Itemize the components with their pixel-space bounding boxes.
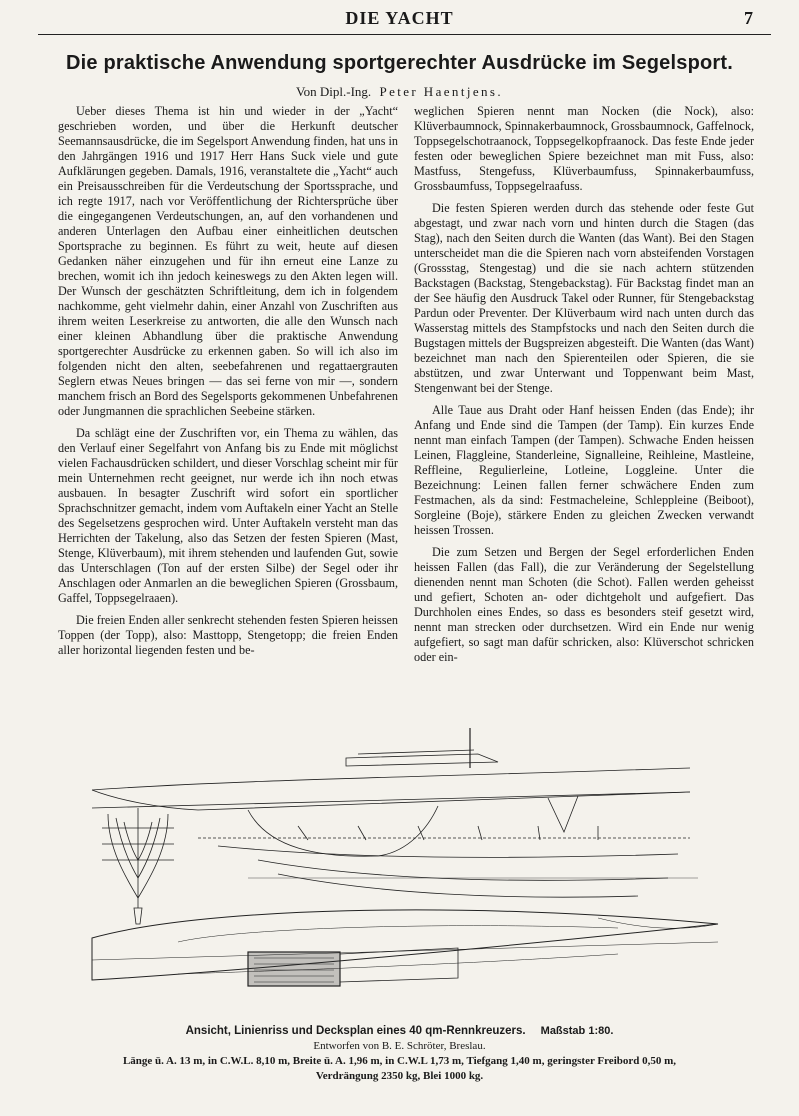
paragraph: Die festen Spieren werden durch das stehende oder feste Gut abgestagt, und zwar nach vorn und hinten durch die Stagen (das Stag), nach den Seiten durch die Wanten (das Want). Bei den Stagen unterscheidet man die die Spieren nach vorn absteifenden Vorstagen (Grossstag, Stengestag) und die sie nach achtern stützenden Backstagen (Backstag, Stengebackstag). Für Backstag findet man an der See häufig den Ausdruck Takel oder Runner, für Stengebackstag Pardun oder Preventer. Der Klüverbaum wird nach unten durch das Wasserstag mittels des Stampfstocks und nach den Seiten durch die Bugstagen mittels der Bugspreizen abgesteift. Die Wanten (das Want) bezeichnet man nach den Spierenteilen oder Spieren, die sie abstützen, und zwar Unterwant und Toppenwant beim Mast, Stengenwant bei der Stenge. xyxy=(414,201,754,395)
caption-title: Ansicht, Linienriss und Decksplan eines 40 qm-Rennkreuzers. xyxy=(185,1025,526,1037)
running-head xyxy=(0,8,799,32)
paragraph: Alle Taue aus Draht oder Hanf heissen Enden (das Ende); ihr Anfang und Ende sind die Tampen (der Tamp). Ein kurzes Ende nennt man einfach Tampen (der Tampen). Schwache Enden heissen Leinen, Flaggleine, Standerleine, Signalleine, Reihleine, Mastleine, Reffleine, Regulierleine, Lotleine, Loggleine. Unter die Bezeichnung: Leinen fallen ferner schwächere Enden zum Festmachen, als da sind: Festmacheleine, Schleppleine (Beiboot), Sorgleine (Boje), stärkere Enden zu gleichen Zwecken verwandt heissen Trossen. xyxy=(414,403,754,537)
deck-plan xyxy=(92,910,718,986)
paragraph: Ueber dieses Thema ist hin und wieder in der „Yacht“ geschrieben worden, und über die Herkunft deutscher Seemannsausdrücke, die im Segelsport Anwendung finden, hat uns in den Jahrgängen 1916 und 1917 Herr Hans Suck viele und gute Aufklärungen gegeben. Damals, 1916, veranstaltete die „Yacht“ auch ein Preisausschreiben für die Verdeutschung der Sportssprache, und ich regte 1917, nach vor Veröffentlichung der Richtersprüche über die eingegangenen Verdeutschungen, an, auf den vorhandenen und anderen Unterlagen den Aufbau einer einheitlichen deutschen Sportsprache zu beginnen. Es führt zu weit, heute auf diesen Gedanken näher einzugehen und für ihn erneut eine Lanze zu brechen, womit ich ihn jedoch keineswegs zu den Akten legen will. Der Wunsch der geschätzten Schriftleitung, dem ich in folgendem nachkomme, geht vielmehr dahin, einer Anzahl von Zuschriften aus ihrem weiten Leserkreise zu antworten, die alle den Wunsch nach einer kleinen Abhandlung über die praktische Anwendung sportgerechter Ausdrücke zu erkennen gaben. So will ich also im folgenden nicht den alten, seebefahrenen und regattaergrauten Seglern etwas Neues bringen — das sei ferne von mir —, sondern manchem frisch an Bord des Segelsports gekommenen Unbefahrenen oder Jungmannen die sprachlichen Seebeine stärken. xyxy=(58,104,398,418)
left-column xyxy=(58,104,398,665)
byline-author: Peter Haentjens. xyxy=(379,84,504,99)
journal-title: DIE YACHT xyxy=(345,8,454,28)
caption-dimensions-1: Länge ü. A. 13 m, in C.W.L. 8,10 m, Breite ü. A. 1,96 m, in C.W.L 1,73 m, Tiefgang 1,40 m, geringster Freibord 0,50 m, xyxy=(122,1055,677,1067)
yacht-plan-drawing xyxy=(78,728,768,1028)
caption-designer: Entworfen von B. E. Schröter, Breslau. xyxy=(313,1040,486,1052)
caption-dimensions-2: Verdrängung 2350 kg, Blei 1000 kg. xyxy=(315,1070,484,1082)
body-plan xyxy=(102,808,174,924)
paragraph: Die zum Setzen und Bergen der Segel erforderlichen Enden heissen Fallen (das Fall), die zur Veränderung der Segelstellung dienenden nennt man Schoten (die Schot). Fallen werden geheisst und gefiert, Schoten an- oder dichtgeholt und aufgefiert. Das Durchholen eines Endes, so dass es besonders steif gesetzt wird, nennt man strecken oder durchsetzen. Wird ein Ende nur wenig aufgefiert, so sagt man dafür schricken, also: Klüverschot schricken oder ein- xyxy=(414,545,754,664)
figure-caption xyxy=(40,1024,759,1084)
yacht-plan-figure xyxy=(78,728,768,1028)
header-rule xyxy=(38,34,771,35)
paragraph: weglichen Spieren nennt man Nocken (die Nock), also: Klüverbaumnock, Spinnakerbaumnock, Grossbaumnock, Gaffelnock, Toppsegelschotraanock, Toppsegelkopfraanock. Das feste Ende jeder festen oder beweglichen Spiere bezeichnet man mit Fuss, also: Mastfuss, Stengefuss, Klüverbaumfuss, Spinnakerbaumfuss, Grossbaumfuss, Toppsegelraafuss. xyxy=(414,104,754,193)
article-title: Die praktische Anwendung sportgerechter Ausdrücke im Segelsport. xyxy=(65,52,734,74)
article-body xyxy=(58,104,758,694)
caption-title-line xyxy=(40,1024,759,1039)
page-number: 7 xyxy=(744,8,753,28)
byline-prefix: Von Dipl.-Ing. xyxy=(295,84,372,99)
caption-scale: Maßstab 1:80. xyxy=(540,1025,614,1037)
paragraph: Die freien Enden aller senkrecht stehenden festen Spieren heissen Toppen (der Topp), also: Masttopp, Stengetopp; die freien Enden aller horizontal liegenden festen und be- xyxy=(58,613,398,657)
profile-view xyxy=(92,728,690,856)
right-column xyxy=(414,104,754,672)
paragraph: Da schlägt eine der Zuschriften vor, ein Thema zu wählen, das den Verlauf einer Segelfahrt von Anfang bis zu Ende mit möglichst vielen Fachausdrücken schildert, und dieser Vorschlag scheint mir für mein Unternehmen recht geeignet, nur werde ich ihn noch etwas ausbauen. In besagter Zuschrift wird sofort ein sportlicher Sprachschnitzer gemacht, indem vom Auftakeln einer Yacht an Stelle des Segelsetzens gesprochen wird. Unter Auftakeln versteht man das Herrichten der Takelung, also das Setzen der festen Spieren (Mast, Stenge, Klüverbaum), mit ihrem stehenden und laufenden Gut, sowie das Unterschlagen (Ton auf der ersten Silbe) der Segel oder ihr Anschlagen oder Anmarlen an die beweglichen Spieren (Grossbaum, Gaffel, Toppsegelraaen). xyxy=(58,426,398,605)
byline xyxy=(0,84,799,100)
